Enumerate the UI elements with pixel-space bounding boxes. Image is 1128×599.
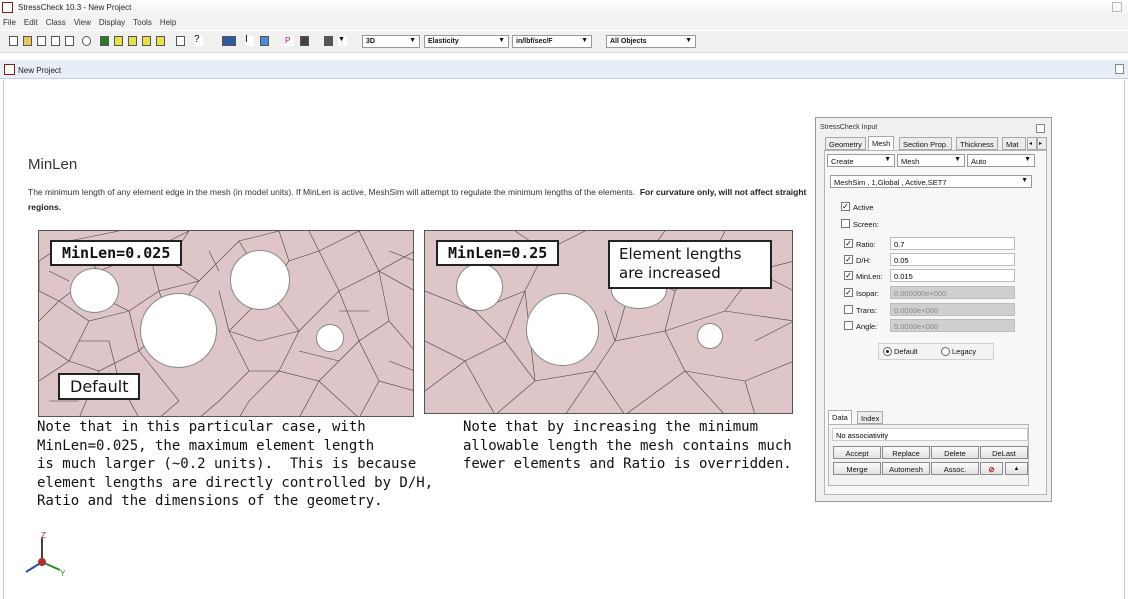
geometry-icon[interactable] xyxy=(114,36,123,46)
svg-text:Z: Z xyxy=(41,531,46,540)
active-label: Active xyxy=(853,203,874,212)
model-icon[interactable] xyxy=(100,36,109,46)
print-icon[interactable] xyxy=(65,36,74,46)
default-radio[interactable] xyxy=(883,347,892,356)
axes-triad-icon xyxy=(20,530,70,580)
cancel-icon[interactable]: ⊘ xyxy=(980,462,1003,475)
default-caption: Default xyxy=(58,373,140,400)
method-select[interactable]: Auto ▼ xyxy=(967,154,1035,167)
function-icon[interactable] xyxy=(176,36,185,46)
callout-box xyxy=(608,240,772,289)
ratio-input[interactable]: 0.7 xyxy=(890,237,1015,250)
hole-circle xyxy=(526,293,599,366)
chevron-down-icon: ▼ xyxy=(954,156,961,163)
replace-button[interactable]: Replace xyxy=(882,446,930,459)
new-file-icon[interactable] xyxy=(9,36,18,46)
angle-checkbox[interactable] xyxy=(844,321,853,330)
delast-button[interactable]: DeLast xyxy=(980,446,1028,459)
document-icon xyxy=(4,64,15,75)
angle-input: 5.0000e+000 xyxy=(890,319,1015,332)
trans-input: 0.0000e+000 xyxy=(890,303,1015,316)
dh-checkbox[interactable]: ✓ xyxy=(845,255,852,264)
hole-circle xyxy=(140,293,217,368)
mesh-icon[interactable] xyxy=(128,36,137,46)
screen-checkbox[interactable] xyxy=(841,219,850,228)
arrow-icon[interactable] xyxy=(300,36,309,46)
chevron-down-icon: ▼ xyxy=(581,37,588,44)
merge-button[interactable]: Merge xyxy=(833,462,881,475)
legacy-radio-label: Legacy xyxy=(952,347,977,356)
units-select[interactable]: in/lbf/sec/F ▼ xyxy=(512,35,592,48)
isopar-checkbox[interactable]: ✓ xyxy=(845,288,852,297)
automesh-button[interactable]: Automesh xyxy=(882,462,930,475)
menu-file[interactable]: File xyxy=(3,18,16,27)
default-radio-label: Default xyxy=(894,347,918,356)
hole-circle xyxy=(230,250,290,310)
hole-circle xyxy=(70,268,119,313)
tab-geometry[interactable]: Geometry xyxy=(825,137,866,150)
chevron-down-icon: ▼ xyxy=(685,37,692,44)
menu-tools[interactable]: Tools xyxy=(133,18,152,27)
accept-button[interactable]: Accept xyxy=(833,446,881,459)
menu-view[interactable]: View xyxy=(73,18,91,27)
object-filter-select[interactable]: All Objects ▼ xyxy=(606,35,696,48)
chevron-down-icon: ▼ xyxy=(884,156,891,163)
right-note: Note that by increasing the minimum allowable length the mesh contains much fewer elements and Ratio is overridden. xyxy=(463,419,792,472)
dh-label: D/H: xyxy=(856,256,871,265)
display-icon[interactable] xyxy=(222,36,236,46)
minlen-label-coarse: MinLen=0.25 xyxy=(436,240,559,266)
active-checkbox[interactable]: ✓ xyxy=(842,202,849,211)
left-note: Note that in this particular case, with MinLen=0.025, the maximum element length is much larger (~0.2 units). This is because element lengths are directly controlled by D/H, Ratio and the dimensions of the geometry. xyxy=(37,419,434,509)
chevron-down-icon: ▼ xyxy=(1021,177,1028,184)
type-select[interactable]: Mesh ▼ xyxy=(897,154,965,167)
input-panel xyxy=(815,117,1052,502)
app-icon xyxy=(2,2,13,13)
cursor-icon[interactable]: I xyxy=(245,36,254,46)
pin-icon[interactable] xyxy=(1036,124,1045,133)
analysis-type-select[interactable]: Elasticity ▼ xyxy=(424,35,509,48)
axes-icon[interactable] xyxy=(260,36,269,46)
help-icon[interactable]: ? xyxy=(194,36,203,46)
hole-circle xyxy=(316,324,344,352)
menu-display[interactable]: Display xyxy=(98,18,126,27)
title-bar xyxy=(0,0,1128,16)
callout-line-2: are increased xyxy=(619,264,721,282)
hole-circle xyxy=(456,263,503,311)
delete-button[interactable]: Delete xyxy=(931,446,979,459)
minlen-input[interactable]: 0.015 xyxy=(890,269,1015,282)
chevron-down-icon: ▼ xyxy=(498,37,505,44)
record-icon[interactable] xyxy=(82,36,91,46)
menu-bar xyxy=(0,16,1128,30)
restore-icon[interactable] xyxy=(1115,64,1124,74)
open-folder-icon[interactable] xyxy=(23,36,32,46)
chevron-down-icon: ▼ xyxy=(1024,156,1031,163)
menu-help[interactable]: Help xyxy=(159,18,177,27)
menu-edit[interactable]: Edit xyxy=(23,18,38,27)
trans-label: Trans: xyxy=(856,306,877,315)
angle-label: Angle: xyxy=(856,322,878,331)
document-bar xyxy=(0,60,1128,79)
action-select[interactable]: Create ▼ xyxy=(827,154,895,167)
isopar-input: 0.000000e+000 xyxy=(890,286,1015,299)
tab-thickness[interactable]: Thickness xyxy=(956,137,998,150)
hole-circle xyxy=(697,323,723,349)
dh-input[interactable]: 0.05 xyxy=(890,253,1015,266)
ratio-label: Ratio: xyxy=(856,240,876,249)
slide-title: MinLen xyxy=(28,156,78,173)
assoc-button[interactable]: Assoc. xyxy=(931,462,979,475)
window-title: StressCheck 10.3 - New Project xyxy=(18,3,132,12)
collapse-icon[interactable]: ▲ xyxy=(1005,462,1028,475)
document-title: New Project xyxy=(18,66,62,75)
description-text: The minimum length of any element edge in the mesh (in model units). If MinLen is active, MeshSim will attempt to regulate the minimum lengths of the elements. xyxy=(28,187,636,197)
record-select[interactable]: MeshSim , 1,Global , Active,SET7 ▼ xyxy=(830,175,1032,188)
menu-class[interactable]: Class xyxy=(45,18,66,27)
minlen-label-fine: MinLen=0.025 xyxy=(50,240,182,266)
callout-line-1: Element lengths xyxy=(619,245,742,263)
description-bold: For curvature only, will not affect straight regions. xyxy=(28,187,807,212)
chevron-down-icon[interactable]: ▼ xyxy=(338,36,347,46)
associativity-field: No associativity xyxy=(832,428,1028,441)
svg-text:Y: Y xyxy=(60,569,66,578)
solve-icon[interactable] xyxy=(142,36,151,46)
slide-description xyxy=(28,185,808,215)
trans-checkbox[interactable] xyxy=(844,305,853,314)
legacy-radio[interactable] xyxy=(941,347,950,356)
ratio-checkbox[interactable]: ✓ xyxy=(845,239,852,248)
window-control-button[interactable] xyxy=(1112,2,1122,12)
view-mode-select[interactable]: 3D ▼ xyxy=(362,35,420,48)
tab-scroll-left-icon[interactable]: ◂ xyxy=(1027,137,1037,150)
screen-label: Screen: xyxy=(853,220,879,229)
save-as-icon[interactable] xyxy=(51,36,60,46)
camera-icon[interactable] xyxy=(324,36,333,46)
results-icon[interactable] xyxy=(156,36,165,46)
p-level-icon[interactable]: P xyxy=(285,36,294,46)
tab-data[interactable]: Data xyxy=(828,410,852,424)
isopar-label: Isopar: xyxy=(856,289,879,298)
tab-section-prop[interactable]: Section Prop. xyxy=(899,137,952,150)
chevron-down-icon: ▼ xyxy=(409,37,416,44)
minlen-checkbox[interactable]: ✓ xyxy=(845,271,852,280)
save-icon[interactable] xyxy=(37,36,46,46)
tab-mat[interactable]: Mat xyxy=(1002,137,1026,150)
panel-title: StressCheck Input xyxy=(820,124,878,131)
minlen-label: MinLen: xyxy=(856,272,883,281)
tab-scroll-right-icon[interactable]: ▸ xyxy=(1037,137,1047,150)
tab-index[interactable]: Index xyxy=(857,411,883,424)
toolbar xyxy=(0,31,1128,53)
tab-mesh[interactable]: Mesh xyxy=(868,136,894,150)
